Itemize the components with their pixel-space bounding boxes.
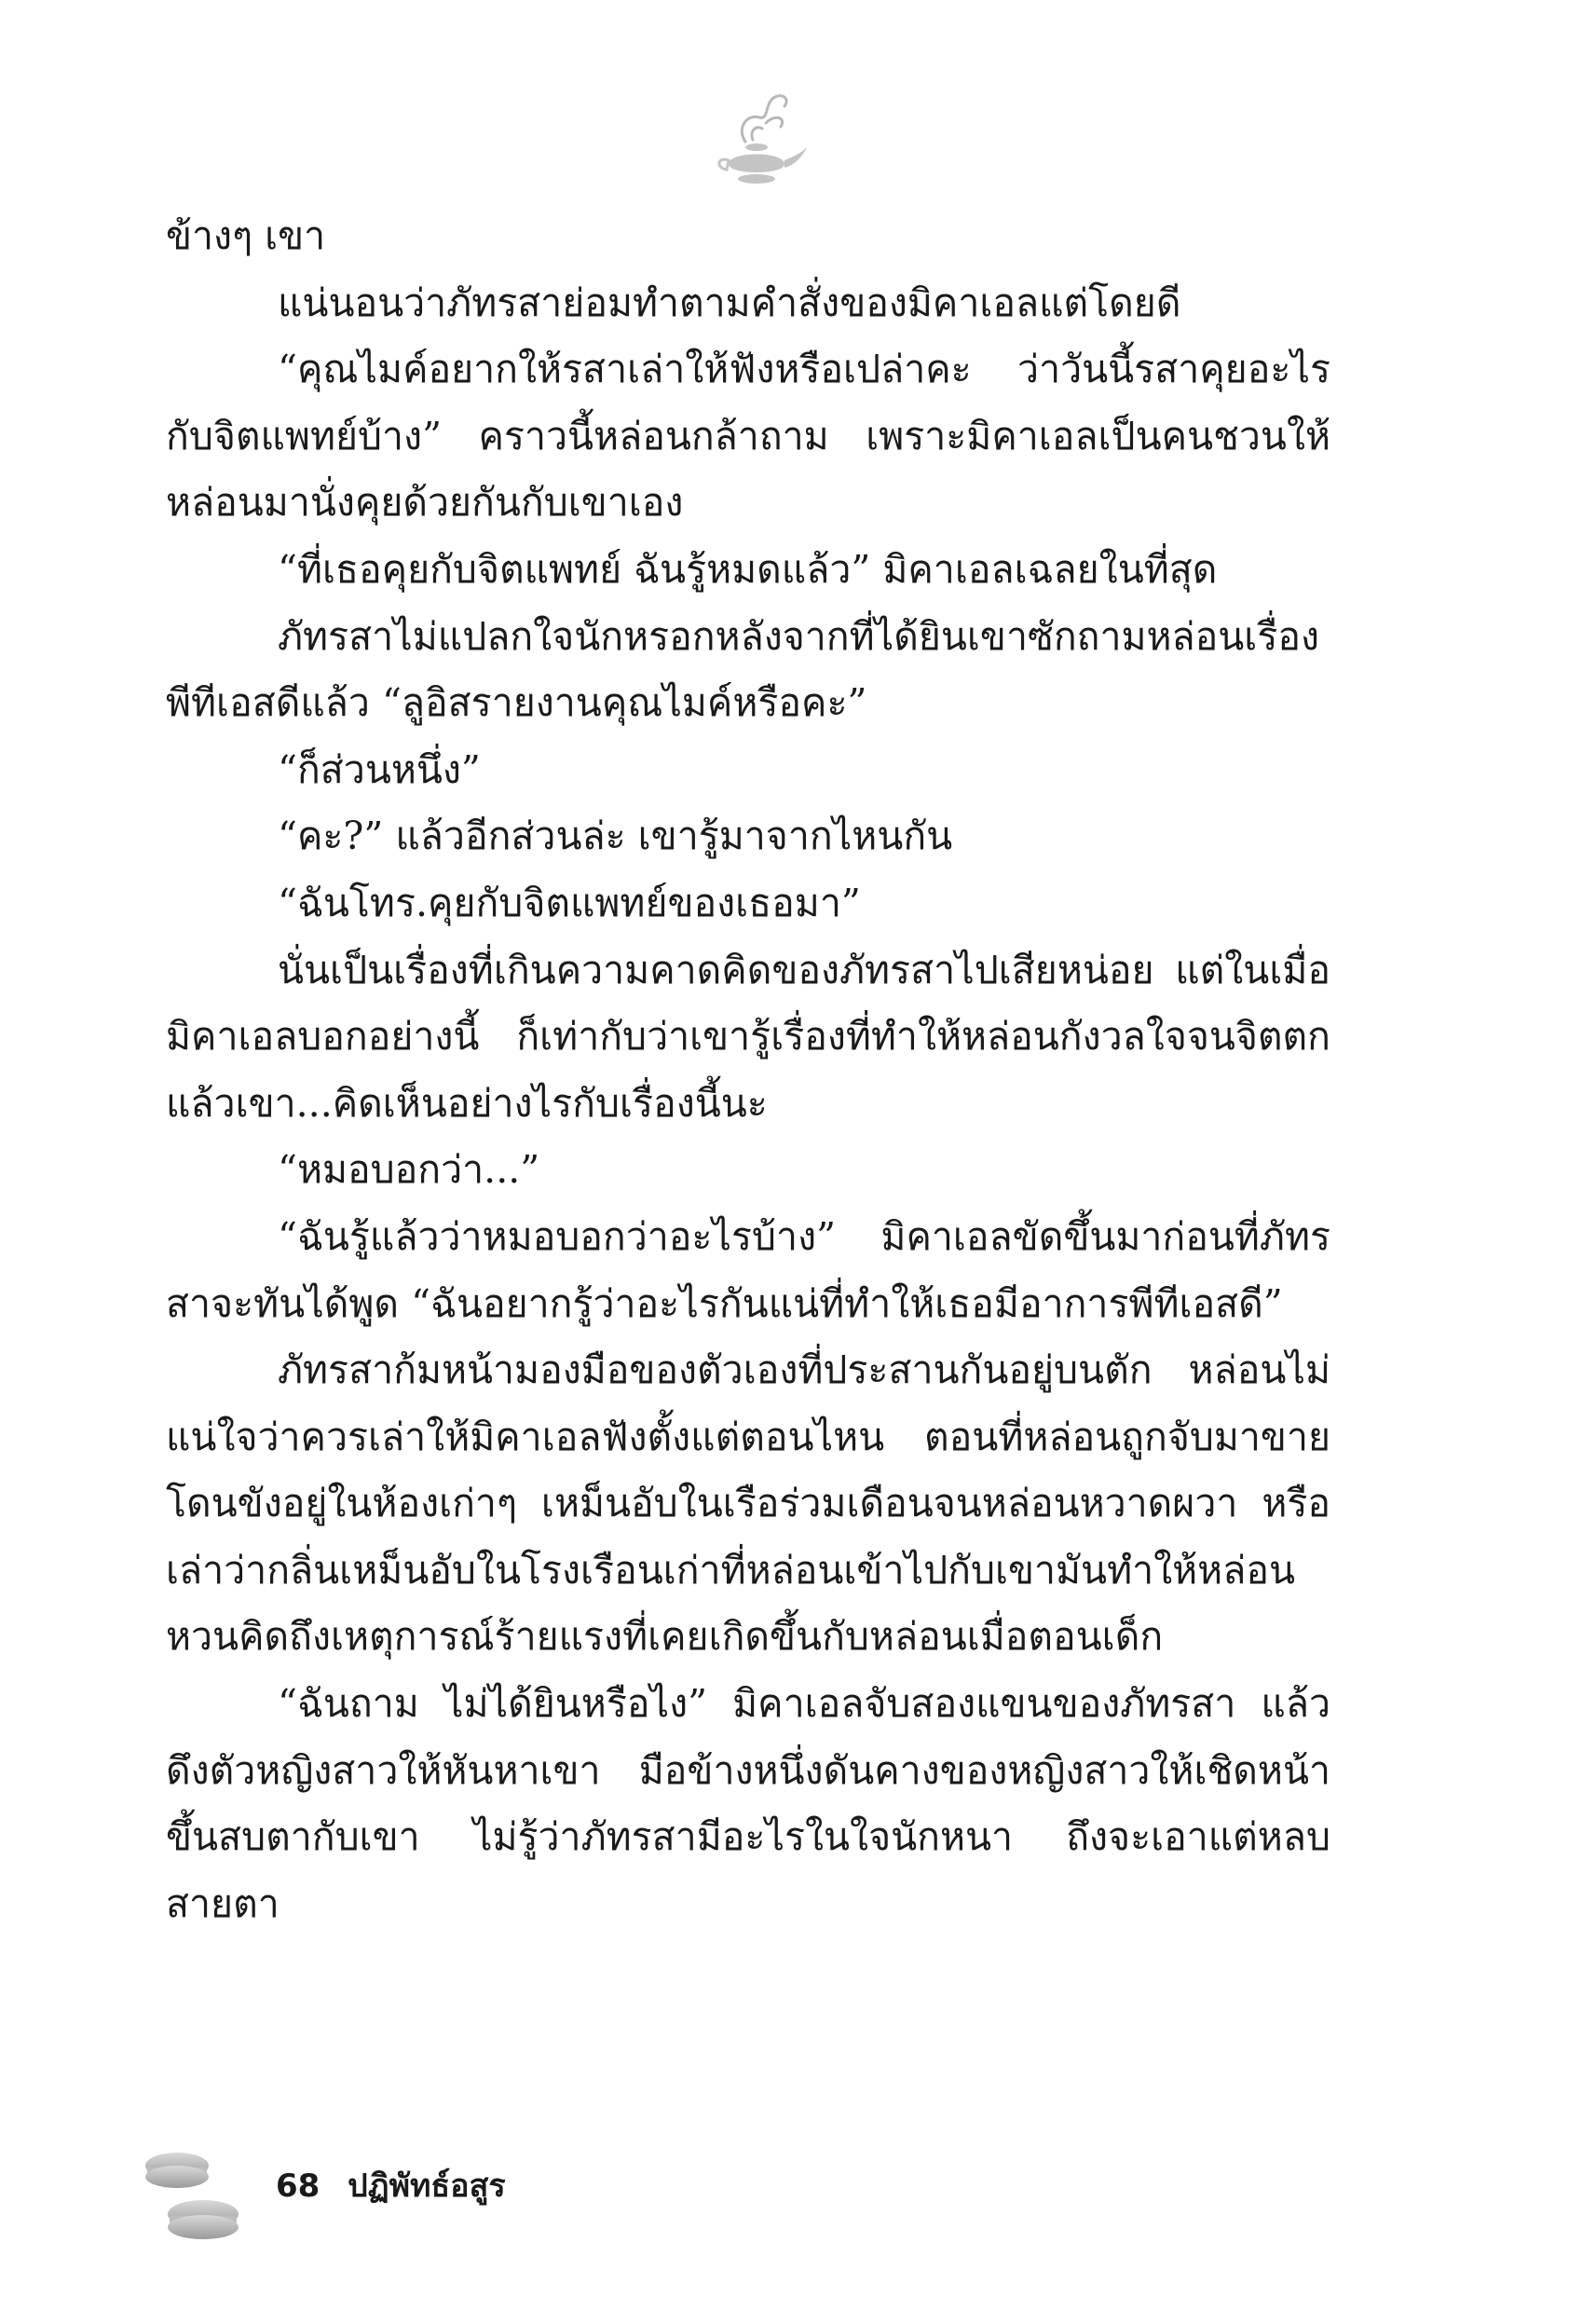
paragraph: ภัทรสาไม่แปลกใจนักหรอกหลังจากที่ได้ยินเขาซักถามหล่อนเรื่องพีทีเอสดีแล้ว “ลูอิสรายงานคุณไมค์หรือคะ” <box>166 613 1319 726</box>
paragraph: “ฉันถาม ไม่ได้ยินหรือไง” มิคาเอลจับสองแขนของภัทรสา แล้วดึงตัวหญิงสาวให้หันหาเขา มือข้างหนึ่งดันคางของหญิงสาวให้เชิดหน้าขึ้นสบตากับเขา ไม่รู้ว่าภัทรสามีอะไรในใจนักหนา ถึงจะเอาแต่หลบสายตา <box>166 1681 1330 1926</box>
paragraph: “ฉันโทร.คุยกับจิตแพทย์ของเธอมา” <box>278 880 861 925</box>
paragraph: “คุณไมค์อยากให้รสาเล่าให้ฟังหรือเปล่าคะ ว่าวันนี้รสาคุยอะไรกับจิตแพทย์บ้าง” คราวนี้หล่อนกล้าถาม เพราะมิคาเอลเป็นคนชวนให้หล่อนมานั่งคุยด้วยกันกับเขาเอง <box>166 347 1330 526</box>
body-text <box>166 203 1330 1937</box>
paragraph: “ฉันรู้แล้วว่าหมอบอกว่าอะไรบ้าง” มิคาเอลขัดขึ้นมาก่อนที่ภัทรสาจะทันได้พูด “ฉันอยากรู้ว่าอะไรกันแน่ที่ทำให้เธอมีอาการพีทีเอสดี” <box>166 1213 1330 1326</box>
paragraph: “ก็ส่วนหนึ่ง” <box>278 746 481 792</box>
book-title: ปฏิพัทธ์อสูร <box>348 2167 506 2205</box>
page-footer <box>276 2160 506 2210</box>
paragraph: ข้างๆ เขา <box>166 213 326 258</box>
page-number: 68 <box>276 2167 321 2205</box>
paragraph: ภัทรสาก้มหน้ามองมือของตัวเองที่ประสานกันอยู่บนตัก หล่อนไม่แน่ใจว่าควรเล่าให้มิคาเอลฟังตั้งแต่ตอนไหน ตอนที่หล่อนถูกจับมาขาย โดนขังอยู่ในห้องเก่าๆ เหม็นอับในเรือร่วมเดือนจนหล่อนหวาดผวา หรือเล่าว่ากลิ่นเหม็นอับในโรงเรือนเก่าที่หล่อนเข้าไปกับเขามันทำให้หล่อนหวนคิดถึงเหตุการณ์ร้ายแรงที่เคยเกิดขึ้นกับหล่อนเมื่อตอนเด็ก <box>166 1347 1330 1660</box>
paragraph: “หมอบอกว่า...” <box>278 1147 540 1193</box>
paragraph: “คะ?” แล้วอีกส่วนล่ะ เขารู้มาจากไหนกัน <box>278 814 953 859</box>
paragraph: นั่นเป็นเรื่องที่เกินความคาดคิดของภัทรสาไปเสียหน่อย แต่ในเมื่อมิคาเอลบอกอย่างนี้ ก็เท่ากับว่าเขารู้เรื่องที่ทำให้หล่อนกังวลใจจนจิตตก แล้วเขา...คิดเห็นอย่างไรกับเรื่องนี้นะ <box>166 947 1330 1126</box>
paragraph: แน่นอนว่าภัทรสาย่อมทำตามคำสั่งของมิคาเอลแต่โดยดี <box>278 280 1181 325</box>
macaron-icon <box>140 2143 247 2250</box>
genie-lamp-icon <box>708 86 811 193</box>
paragraph: “ที่เธอคุยกับจิตแพทย์ ฉันรู้หมดแล้ว” มิคาเอลเฉลยในที่สุด <box>278 546 1218 592</box>
